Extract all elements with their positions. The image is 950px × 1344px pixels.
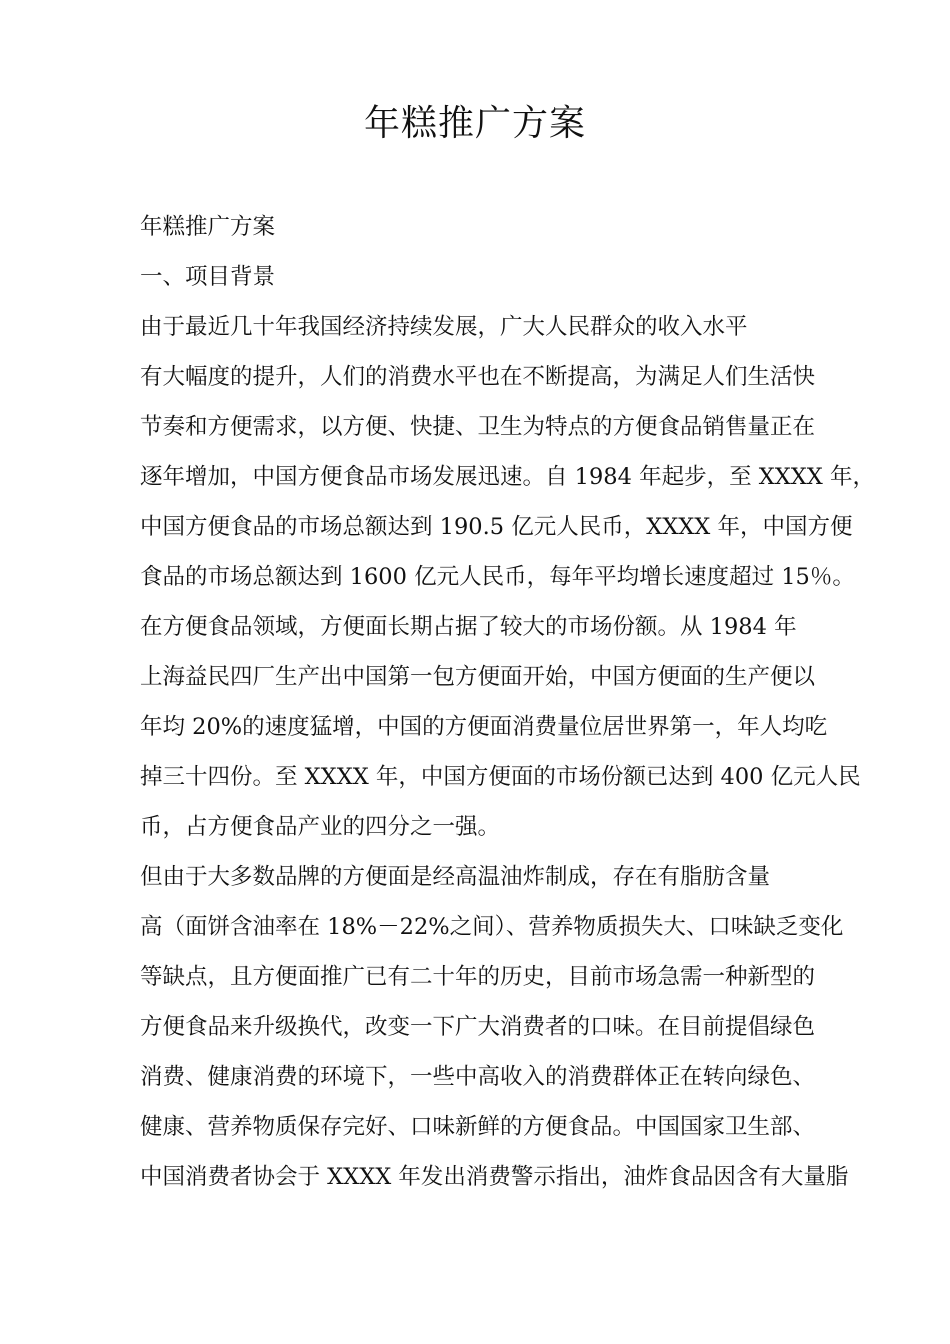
paragraph-line: 方便食品来升级换代，改变一下广大消费者的口味。在目前提倡绿色 (140, 1014, 816, 1040)
paragraph-line: 食品的市场总额达到 1600 亿元人民币，每年平均增长速度超过 15％。 (140, 564, 855, 590)
section-heading: 一、项目背景 (140, 264, 276, 290)
paragraph-line: 掉三十四份。至 XXXX 年，中国方便面的市场份额已达到 400 亿元人民 (140, 764, 861, 790)
paragraph-line: 币，占方便食品产业的四分之一强。 (140, 814, 501, 840)
paragraph-line: 由于最近几十年我国经济持续发展，广大人民群众的收入水平 (140, 314, 748, 340)
paragraph-line: 消费、健康消费的环境下，一些中高收入的消费群体正在转向绿色、 (140, 1064, 816, 1090)
paragraph-line: 中国方便食品的市场总额达到 190.5 亿元人民币，XXXX 年，中国方便 (140, 514, 853, 540)
document-subtitle: 年糕推广方案 (140, 214, 276, 240)
document-body (140, 202, 875, 1202)
paragraph-line: 等缺点，且方便面推广已有二十年的历史，目前市场急需一种新型的 (140, 964, 816, 990)
paragraph-background-3 (140, 852, 849, 1202)
paragraph-line: 年均 20%的速度猛增，中国的方便面消费量位居世界第一，年人均吃 (140, 714, 828, 740)
paragraph-line: 中国消费者协会于 XXXX 年发出消费警示指出，油炸食品因含有大量脂 (140, 1164, 849, 1190)
paragraph-line: 上海益民四厂生产出中国第一包方便面开始，中国方便面的生产便以 (140, 664, 816, 690)
paragraph-background-2 (140, 602, 861, 852)
document-title: 年糕推广方案 (363, 103, 586, 144)
paragraph-line: 在方便食品领域，方便面长期占据了较大的市场份额。从 1984 年 (140, 614, 797, 640)
paragraph-line: 高（面饼含油率在 18%－22%之间）、营养物质损失大、口味缺乏变化 (140, 914, 844, 940)
paragraph-line: 逐年增加，中国方便食品市场发展迅速。自 1984 年起步，至 XXXX 年， (140, 464, 875, 490)
paragraph-background-1 (140, 302, 875, 602)
paragraph-line: 有大幅度的提升，人们的消费水平也在不断提高，为满足人们生活快 (140, 364, 816, 390)
paragraph-line: 但由于大多数品牌的方便面是经高温油炸制成，存在有脂肪含量 (140, 864, 771, 890)
paragraph-line: 节奏和方便需求，以方便、快捷、卫生为特点的方便食品销售量正在 (140, 414, 816, 440)
paragraph-line: 健康、营养物质保存完好、口味新鲜的方便食品。中国国家卫生部、 (140, 1114, 816, 1140)
